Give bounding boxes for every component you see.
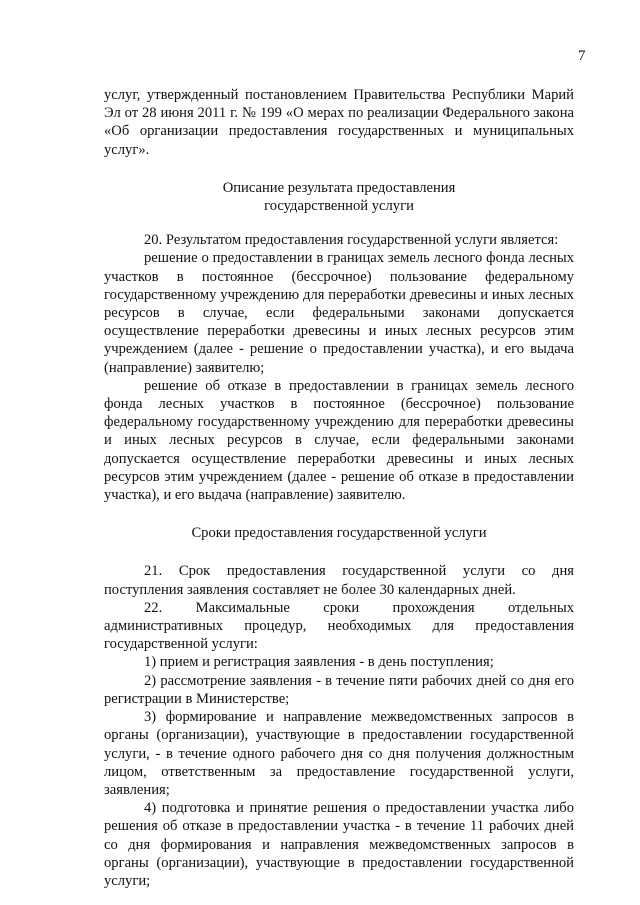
paragraph-20-refusal: решение об отказе в предоставлении в границах земель лесного фонда лесных участков в постоянное (бессрочное) пользование федеральному государственному учреждению для переработки древесины и иных лесных ресурсов в случае, если федеральными законами допускается осуществление переработки древесины и иных лесных ресурсов этим учреждением (далее - решение об отказе в предоставлении участка), и его выдача (направление) заявителю. (104, 377, 574, 504)
page-number: 7 (578, 48, 586, 64)
heading-result-line2: государственной услуги (264, 198, 414, 215)
paragraph-intro: услуг, утвержденный постановлением Правительства Республики Марий Эл от 28 июня 2011 г. № 199 «О мерах по реализации Федерального закона «Об организации предоставления государственных и муниципальных услуг». (104, 87, 574, 158)
paragraph-20-decision: решение о предоставлении в границах земель лесного фонда лесных участков в постоянное (бессрочное) пользование федеральному государственному учреждению для переработки древесины и иных лесных ресурсов в случае, если федеральными законами допускается осуществление переработки древесины и иных лесных ресурсов этим учреждением (далее - решение о предоставлении участка), и его выдача (направление) заявителю; (104, 250, 574, 376)
heading-terms: Сроки предоставления государственной услуги (191, 525, 487, 542)
heading-result-line1: Описание результата предоставления (222, 179, 456, 196)
paragraph-22-item-4: 4) подготовка и принятие решения о предоставлении участка либо решения об отказе в предоставлении участка - в течение 11 рабочих дней со дня формирования и направления межведомственных запросов в органы (организации), участвующие в предоставлении государственной услуги; (104, 800, 574, 889)
paragraph-22-item-2: 2) рассмотрение заявления - в течение пяти рабочих дней со дня его регистрации в Министерстве; (104, 672, 574, 707)
paragraph-22: 22. Максимальные сроки прохождения отдельных административных процедур, необходимых для предоставления государственной услуги: (104, 599, 574, 653)
paragraph-21: 21. Срок предоставления государственной услуги со дня поступления заявления составляет не более 30 календарных дней. (104, 563, 574, 598)
paragraph-22-item-1: 1) прием и регистрация заявления - в день поступления; (144, 654, 494, 671)
paragraph-20: 20. Результатом предоставления государственной услуги является: (144, 232, 559, 249)
document-body (104, 86, 574, 890)
paragraph-22-item-3: 3) формирование и направление межведомственных запросов в органы (организации), участвующие в предоставлении государственной услуги, - в течение одного рабочего дня со дня получения должностным лицом, ответственным за предоставление государственной услуги, заявления; (104, 709, 574, 798)
